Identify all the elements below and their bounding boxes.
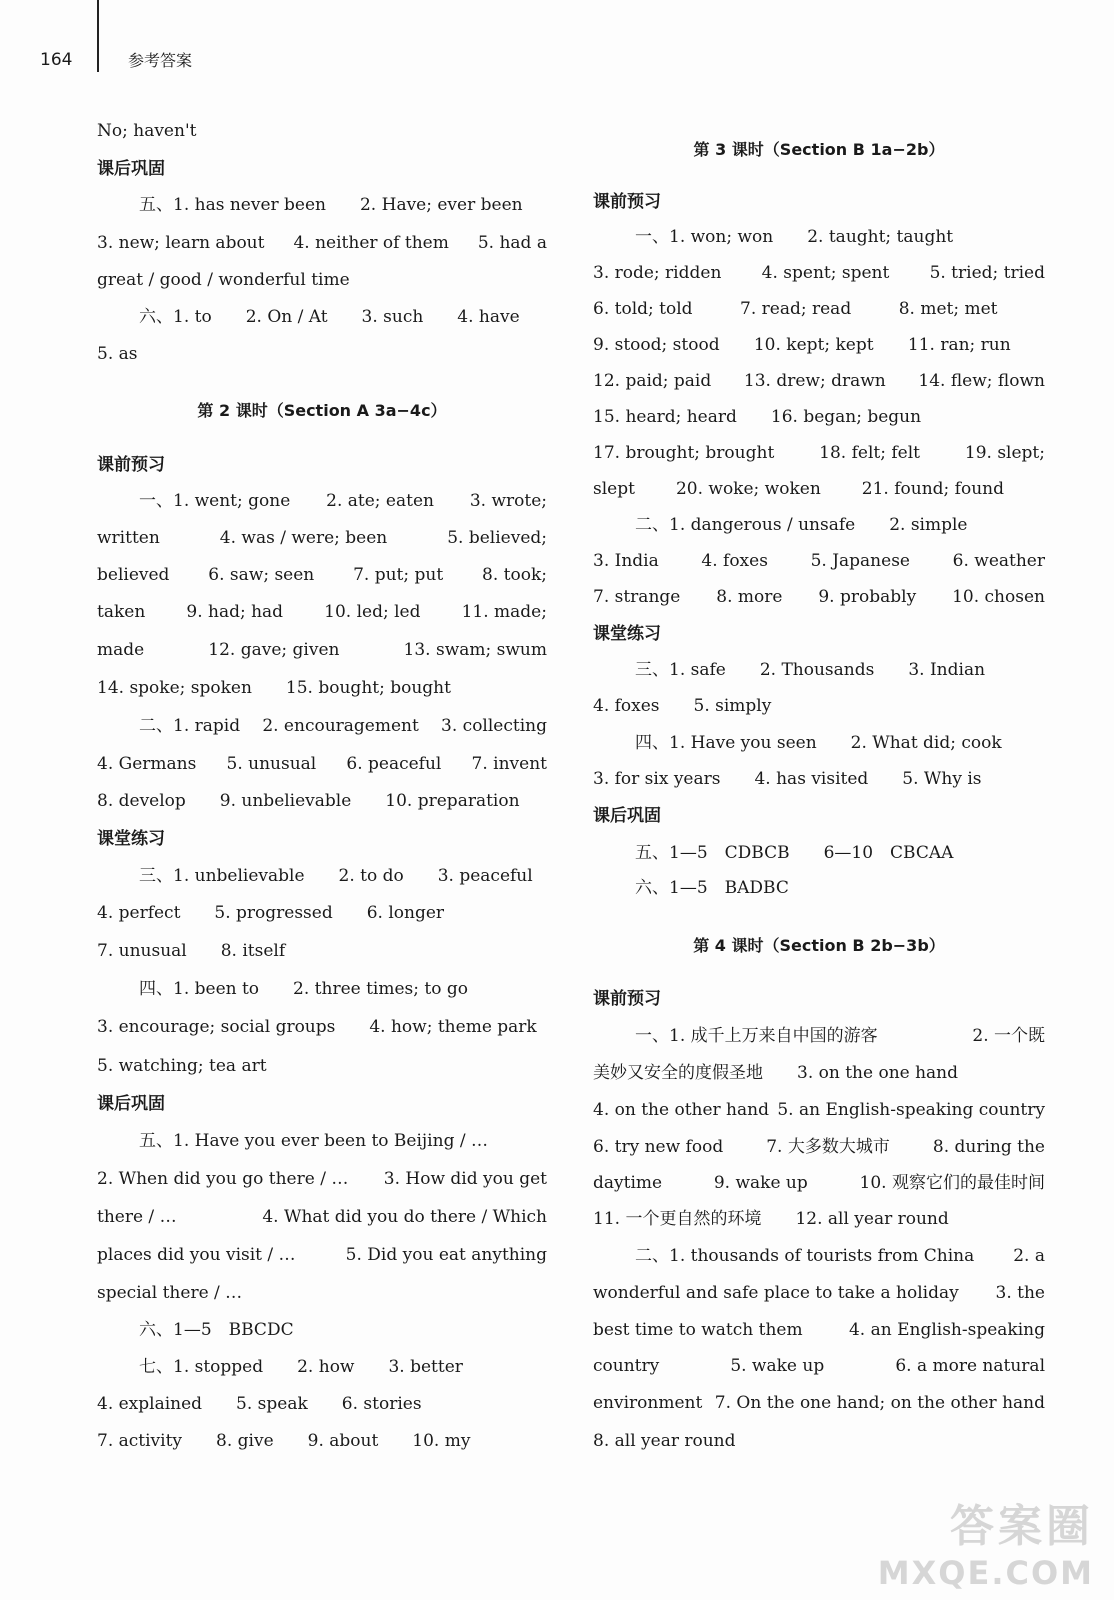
answer-item: 5. Did you eat anything	[345, 1245, 547, 1265]
answer-item: 11. made;	[461, 602, 547, 622]
answer-item: 2. a	[1013, 1246, 1045, 1266]
answer-item: 13. swam; swum	[403, 640, 547, 660]
answer-line: 14. spoke; spoken 15. bought; bought	[97, 678, 451, 698]
answer-item: 19. slept;	[964, 443, 1045, 463]
answer-item: 4. neither of them	[293, 233, 449, 253]
answer-item: 4. Germans	[97, 754, 197, 774]
answer-line	[593, 1168, 1045, 1198]
answer-item: 5. Japanese	[810, 551, 910, 571]
page-title: 参考答案	[128, 51, 193, 70]
answer-line: 六、1—5 BADBC	[635, 878, 789, 898]
section-heading: 课后巩固	[97, 159, 165, 179]
answer-line: 二、1. dangerous / unsafe 2. simple	[635, 515, 968, 535]
answer-item: 4. spent; spent	[761, 263, 890, 283]
answer-line	[97, 228, 547, 258]
answer-line	[593, 330, 1045, 360]
answer-line: 五、1. Have you ever been to Beijing / …	[139, 1131, 488, 1151]
answer-item: 4. an English-speaking	[848, 1320, 1045, 1340]
lesson-title: 第 2 课时（Section A 3a−4c）	[197, 401, 447, 420]
answer-item: places did you visit / …	[97, 1245, 296, 1265]
answer-line	[593, 258, 1045, 288]
answer-line: 四、1. been to 2. three times; to go	[139, 979, 468, 999]
answer-line: 三、1. safe 2. Thousands 3. Indian	[635, 660, 986, 680]
answer-line: 七、1. stopped 2. how 3. better	[139, 1357, 463, 1377]
answer-item: 3. wrote;	[469, 491, 547, 511]
answer-item: 11. ran; run	[907, 335, 1011, 355]
answer-line	[97, 560, 547, 590]
answer-item: 4. What did you do there / Which	[262, 1207, 547, 1227]
answer-line	[97, 523, 547, 553]
answer-item: 2. When did you go there / …	[97, 1169, 349, 1189]
answer-item: 13. drew; drawn	[743, 371, 886, 391]
answer-item: 6. saw; seen	[208, 565, 315, 585]
answer-item: 7. put; put	[353, 565, 444, 585]
answer-item: 8. met; met	[898, 299, 998, 319]
answer-line: 7. activity 8. give 9. about 10. my	[97, 1431, 471, 1451]
answer-line	[593, 1278, 1045, 1308]
answer-item: 17. brought; brought	[593, 443, 775, 463]
answer-item: 3. collecting	[441, 716, 547, 736]
answer-item: 9. probably	[818, 587, 917, 607]
answer-line	[593, 1388, 1045, 1418]
answer-line	[593, 1315, 1045, 1345]
answer-line: 五、1. has never been 2. Have; ever been	[139, 195, 523, 215]
answer-item: 4. foxes	[701, 551, 768, 571]
answer-item: 12. paid; paid	[593, 371, 712, 391]
answer-line	[593, 1351, 1045, 1381]
answer-item: 18. felt; felt	[819, 443, 920, 463]
answer-item: 7. strange	[593, 587, 681, 607]
answer-item: 3. new; learn about	[97, 233, 265, 253]
answer-line	[593, 294, 1045, 324]
section-heading: 课后巩固	[97, 1094, 165, 1114]
answer-line: 四、1. Have you seen 2. What did; cook	[635, 733, 1002, 753]
answer-item: country	[593, 1356, 660, 1376]
answer-line: 8. all year round	[593, 1431, 736, 1451]
answer-line	[593, 366, 1045, 396]
answer-line: 5. as	[97, 344, 138, 364]
answer-item: 6. told; told	[593, 299, 693, 319]
answer-item: 8. took;	[482, 565, 547, 585]
answer-item: 2. 一个既	[972, 1026, 1045, 1046]
answer-line	[593, 546, 1045, 576]
answer-item: 5. wake up	[730, 1356, 825, 1376]
answer-item: 3. India	[593, 551, 659, 571]
answer-item: 3. rode; ridden	[593, 263, 722, 283]
answer-item: 一、1. 成千上万来自中国的游客	[635, 1026, 878, 1046]
answer-line: 一、1. won; won 2. taught; taught	[635, 227, 954, 247]
answer-line	[97, 749, 547, 779]
answer-line	[593, 438, 1045, 468]
answer-item: 14. flew; flown	[918, 371, 1045, 391]
section-heading: 课前预习	[97, 455, 165, 475]
answer-item: 二、1. thousands of tourists from China	[635, 1246, 975, 1266]
answer-item: 5. believed;	[447, 528, 547, 548]
answer-item: 5. had a	[477, 233, 547, 253]
watermark-bottom-text: MXQE.COM	[877, 1554, 1094, 1592]
answer-line: 六、1. to 2. On / At 3. such 4. have	[139, 307, 520, 327]
answer-line: 11. 一个更自然的环境 12. all year round	[593, 1209, 949, 1229]
answer-item: 5. an English-speaking country	[777, 1100, 1045, 1120]
answer-line: 三、1. unbelievable 2. to do 3. peaceful	[139, 866, 533, 886]
answer-item: 10. 观察它们的最佳时间	[859, 1173, 1045, 1193]
section-heading: 课后巩固	[593, 806, 661, 826]
answer-line: great / good / wonderful time	[97, 270, 350, 290]
answer-line: 五、1—5 CDBCB 6—10 CBCAA	[635, 843, 954, 863]
answer-item: best time to watch them	[593, 1320, 803, 1340]
answer-line: 4. foxes 5. simply	[593, 696, 772, 716]
answer-item: 4. on the other hand	[593, 1100, 769, 1120]
answer-line: 六、1—5 BBCDC	[139, 1320, 294, 1340]
answer-item: wonderful and safe place to take a holiday	[593, 1283, 959, 1303]
answer-item: 8. more	[716, 587, 783, 607]
lesson-title: 第 4 课时（Section B 2b−3b）	[693, 936, 945, 955]
answer-item: 3. the	[995, 1283, 1045, 1303]
answer-line: 7. unusual 8. itself	[97, 941, 286, 961]
answer-line: 8. develop 9. unbelievable 10. preparation	[97, 791, 520, 811]
section-heading: 课前预习	[593, 192, 661, 212]
answer-line: 5. watching; tea art	[97, 1056, 267, 1076]
answer-item: 7. 大多数大城市	[766, 1137, 890, 1157]
answer-line	[97, 1164, 547, 1194]
answer-item: 10. kept; kept	[753, 335, 874, 355]
answer-item: 4. was / were; been	[219, 528, 388, 548]
answer-item: 10. led; led	[324, 602, 421, 622]
answer-item: 12. gave; given	[208, 640, 340, 660]
answer-item: 7. On the one hand; on the other hand	[714, 1393, 1045, 1413]
answer-line: 美妙又安全的度假圣地 3. on the one hand	[593, 1063, 959, 1083]
page-number: 164	[40, 50, 73, 70]
answer-line	[97, 597, 547, 627]
section-heading: 课前预习	[593, 989, 661, 1009]
watermark-logo	[878, 1490, 1094, 1592]
answer-item: 9. had; had	[186, 602, 284, 622]
answer-item: 5. unusual	[226, 754, 317, 774]
answer-line	[97, 486, 547, 516]
answer-item: 10. chosen	[952, 587, 1045, 607]
answer-line: 15. heard; heard 16. began; begun	[593, 407, 922, 427]
answer-item: 9. stood; stood	[593, 335, 720, 355]
answer-item: daytime	[593, 1173, 663, 1193]
answer-item: written	[97, 528, 160, 548]
answer-item: there / …	[97, 1207, 177, 1227]
answer-item: made	[97, 640, 145, 660]
answer-line: No; haven't	[97, 121, 197, 141]
answer-line	[593, 1132, 1045, 1162]
answer-line	[97, 635, 547, 665]
lesson-title: 第 3 课时（Section B 1a−2b）	[693, 140, 945, 159]
answer-item: 20. woke; woken	[675, 479, 821, 499]
answer-item: 6. a more natural	[895, 1356, 1045, 1376]
answer-line	[593, 582, 1045, 612]
answer-line	[593, 1241, 1045, 1271]
watermark-top-text: 答案圈	[950, 1501, 1094, 1552]
answer-item: 一、1. went; gone	[139, 491, 291, 511]
answer-item: 二、1. rapid	[139, 716, 241, 736]
answer-line	[97, 1202, 547, 1232]
answer-item: 21. found; found	[861, 479, 1004, 499]
answer-item: 2. ate; eaten	[326, 491, 434, 511]
answer-line: 3. for six years 4. has visited 5. Why is	[593, 769, 982, 789]
answer-item: 3. How did you get	[383, 1169, 547, 1189]
answer-line: 4. perfect 5. progressed 6. longer	[97, 903, 445, 923]
answer-line: special there / …	[97, 1283, 243, 1303]
answer-item: 2. encouragement	[262, 716, 419, 736]
header-rule	[97, 0, 99, 72]
answer-item: 8. during the	[932, 1137, 1045, 1157]
section-heading: 课堂练习	[97, 829, 165, 849]
answer-item: 5. tried; tried	[929, 263, 1045, 283]
answer-item: slept	[593, 479, 635, 499]
answer-item: 6. peaceful	[346, 754, 442, 774]
answer-item: believed	[97, 565, 170, 585]
answer-item: 6. weather	[952, 551, 1045, 571]
section-heading: 课堂练习	[593, 624, 661, 644]
answer-item: taken	[97, 602, 146, 622]
answer-item: 7. invent	[471, 754, 547, 774]
answer-line	[97, 711, 547, 741]
answer-item: environment	[593, 1393, 703, 1413]
answer-item: 6. try new food	[593, 1137, 724, 1157]
answer-line: 3. encourage; social groups 4. how; theme park	[97, 1017, 537, 1037]
answer-line	[97, 1240, 547, 1270]
answer-item: 7. read; read	[740, 299, 852, 319]
answer-line	[593, 1021, 1045, 1051]
answer-item: 9. wake up	[713, 1173, 808, 1193]
answer-line	[593, 474, 1045, 504]
answer-line	[593, 1095, 1045, 1125]
answer-line: 4. explained 5. speak 6. stories	[97, 1394, 422, 1414]
